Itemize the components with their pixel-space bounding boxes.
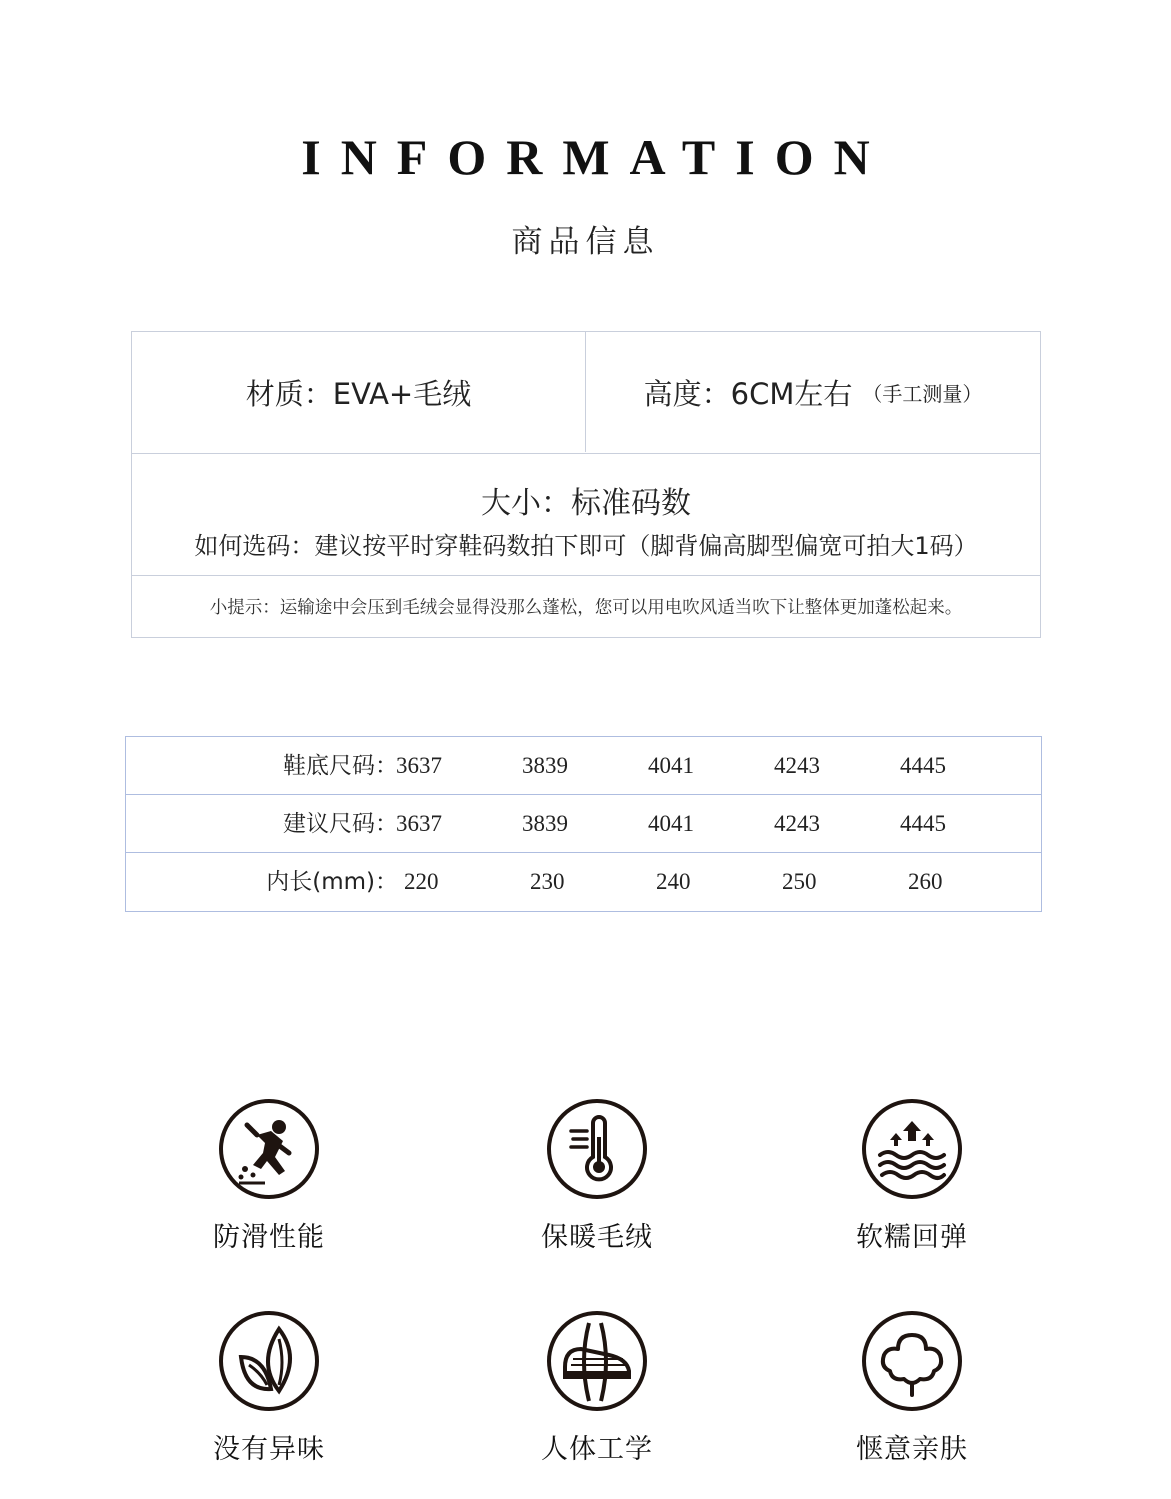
table-cell: 230 [530, 869, 565, 894]
anti-slip-icon [217, 1097, 321, 1201]
size-text: 大小：标准码数 [481, 486, 691, 521]
feature-label: 人体工学 [541, 1434, 653, 1465]
table-cell: 4041 [648, 811, 694, 836]
table-cell: 4243 [774, 811, 820, 836]
feature-warm-plush [477, 1097, 717, 1254]
table-row-inner-length [126, 853, 1041, 911]
product-info-box [131, 331, 1041, 638]
table-cell: 240 [656, 869, 691, 894]
height-cell [586, 332, 1040, 452]
height-note: （手工测量） [862, 381, 983, 406]
leaf-icon [217, 1309, 321, 1413]
height-text: 高度：6CM左右 [643, 376, 853, 411]
table-row-sole-size [126, 737, 1041, 795]
table-row-suggested-size [126, 795, 1041, 853]
ergonomic-shoe-icon [545, 1309, 649, 1413]
table-cell: 3839 [522, 811, 568, 836]
table-cell: 250 [782, 869, 817, 894]
feature-label: 保暖毛绒 [541, 1222, 653, 1253]
row-label: 内长(mm)： [266, 869, 398, 895]
table-cell: 4445 [900, 811, 946, 836]
howto-text: 如何选码：建议按平时穿鞋码数拍下即可（脚背偏高脚型偏宽可拍大1码） [194, 532, 978, 560]
feature-ergonomics [477, 1309, 717, 1466]
table-cell: 3839 [522, 753, 568, 778]
rebound-icon [860, 1097, 964, 1201]
feature-skin-friendly [792, 1309, 1032, 1466]
thermometer-icon [545, 1097, 649, 1201]
table-cell: 220 [404, 869, 439, 894]
table-cell: 3637 [396, 753, 442, 778]
feature-label: 惬意亲肤 [856, 1434, 968, 1465]
page-title: INFORMATION [301, 129, 890, 185]
table-cell: 3637 [396, 811, 442, 836]
size-table [125, 736, 1042, 912]
table-cell: 260 [908, 869, 943, 894]
cotton-icon [860, 1309, 964, 1413]
table-cell: 4041 [648, 753, 694, 778]
feature-anti-slip [149, 1097, 389, 1254]
feature-label: 防滑性能 [213, 1222, 325, 1253]
material-cell [132, 332, 586, 452]
material-text: 材质：EVA+毛绒 [245, 376, 472, 411]
row-label: 鞋底尺码： [283, 753, 398, 779]
feature-soft-rebound [792, 1097, 1032, 1254]
feature-label: 软糯回弹 [856, 1222, 968, 1253]
info-row-material-height [132, 332, 1040, 454]
feature-no-odor [149, 1309, 389, 1466]
row-label: 建议尺码： [283, 811, 398, 837]
table-cell: 4243 [774, 753, 820, 778]
table-cell: 4445 [900, 753, 946, 778]
page-subtitle: 商品信息 [511, 224, 660, 260]
feature-label: 没有异味 [213, 1434, 325, 1465]
info-row-size [132, 454, 1040, 576]
tip-text: 小提示：运输途中会压到毛绒会显得没那么蓬松，您可以用电吹风适当吹下让整体更加蓬松起来。 [209, 598, 963, 618]
